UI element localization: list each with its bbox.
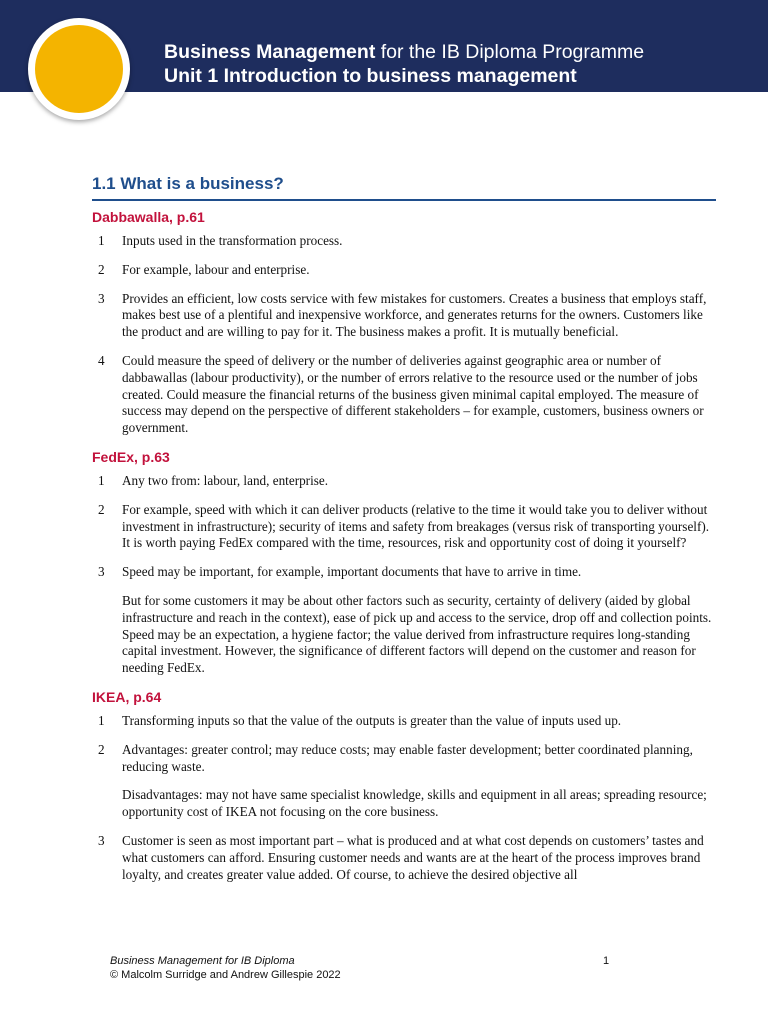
main-content [92,174,716,895]
answer-paragraph: For example, speed with which it can deliver products (relative to the time it would take you to deliver without investment in infrastructure); security of items and safety from breakages (versus risk of transporting yourself). It is worth paying FedEx compared with the time, resources, risk and opportunity cost of doing it yourself? [122,501,710,551]
numbered-answer [92,291,716,341]
answer-number: 1 [98,472,105,488]
numbered-answer [92,262,716,279]
numbered-answer [92,713,716,730]
answer-paragraph: Could measure the speed of delivery or the number of deliveries against geographic area or number of dabbawallas (labour productivity), or the number of errors relative to the resource used or the number of jobs created. Could measure the financial returns of the business given minimal capital employed. The measure of success may depend on the perspective of different stakeholders – for example, customers, business owners or government. [122,352,704,436]
footer [110,954,610,982]
answer-paragraph: But for some customers it may be about other factors such as security, certainty of delivery (aided by global infrastructure and reach in the context), ease of pick up and access to the service, drop off and collection points. Speed may be an expectation, a hygiene factor; the value derived from infrastructure requires long-standing capital investment. However, the significance of different factors will depend on the customer and reason for needing FedEx. [122,592,712,676]
answer-number: 3 [98,290,105,306]
numbered-answer [92,353,716,437]
answer-body [122,473,716,490]
answer-number: 4 [98,352,105,368]
answer-body [122,564,716,677]
case-list [92,209,716,883]
numbered-answer [92,233,716,250]
header-title [164,40,644,64]
logo-circle-icon [28,18,130,120]
answer-number: 3 [98,832,105,848]
answer-paragraph: Disadvantages: may not have same specialist knowledge, skills and equipment in all areas; spreading resource; opportunity cost of IKEA not focusing on the core business. [122,787,707,820]
footer-copyright: © Malcolm Surridge and Andrew Gillespie 2022 [110,969,341,981]
numbered-answer [92,564,716,677]
answer-body [122,233,716,250]
answer-number: 2 [98,741,105,757]
answer-number: 2 [98,261,105,277]
answer-number: 1 [98,233,105,248]
logo-circle-fill [35,25,123,113]
answer-body [122,502,716,552]
answer-paragraph: Customer is seen as most important part – what is produced and at what cost depends on customers’ tastes and what customers can afford. Ensuring customer needs and wants are at the heart of the process improves brand loyalty, and creates greater value added. Of course, to achieve the desired objective all [122,832,704,882]
answer-body [122,353,716,437]
answer-body [122,262,716,279]
answer-body [122,742,716,821]
header-title-block [164,40,644,88]
case-title: IKEA, p.64 [92,688,162,705]
answer-number: 3 [98,564,105,580]
answer-paragraph: Advantages: greater control; may reduce costs; may enable faster development; better coordinated planning, reducing waste. [122,741,693,774]
footer-book-title: Business Management for IB Diploma [110,955,295,967]
header-title-bold: Business Management [164,41,376,63]
answer-body [122,291,716,341]
answer-number: 2 [98,501,105,517]
answer-body [122,833,716,883]
numbered-answer [92,502,716,552]
answer-number: 1 [98,712,105,728]
header-title-rest: for the IB Diploma Programme [375,41,645,63]
answer-paragraph: Transforming inputs so that the value of the outputs is greater than the value of inputs used up. [122,712,622,728]
answer-paragraph: For example, labour and enterprise. [122,261,310,277]
answer-paragraph: Any two from: labour, land, enterprise. [122,472,329,488]
section-title: 1.1 What is a business? [92,174,716,201]
numbered-answer [92,742,716,821]
header-subtitle: Unit 1 Introduction to business management [164,65,577,87]
case-title: FedEx, p.63 [92,448,170,465]
answer-paragraph: Inputs used in the transformation process. [122,233,343,248]
page-number: 1 [603,955,610,967]
answer-paragraph: Provides an efficient, low costs service with few mistakes for customers. Creates a business that employs staff, makes best use of a plentiful and inexpensive workforce, and generates returns for the owners. Customers like the product and are willing to pay for it. The business makes a profit. It is mutually beneficial. [122,290,707,340]
answer-paragraph: Speed may be important, for example, important documents that have to arrive in time. [122,564,582,580]
case-title: Dabbawalla, p.61 [92,209,205,225]
numbered-answer [92,833,716,883]
answer-body [122,713,716,730]
header-banner [0,0,768,92]
numbered-answer [92,473,716,490]
